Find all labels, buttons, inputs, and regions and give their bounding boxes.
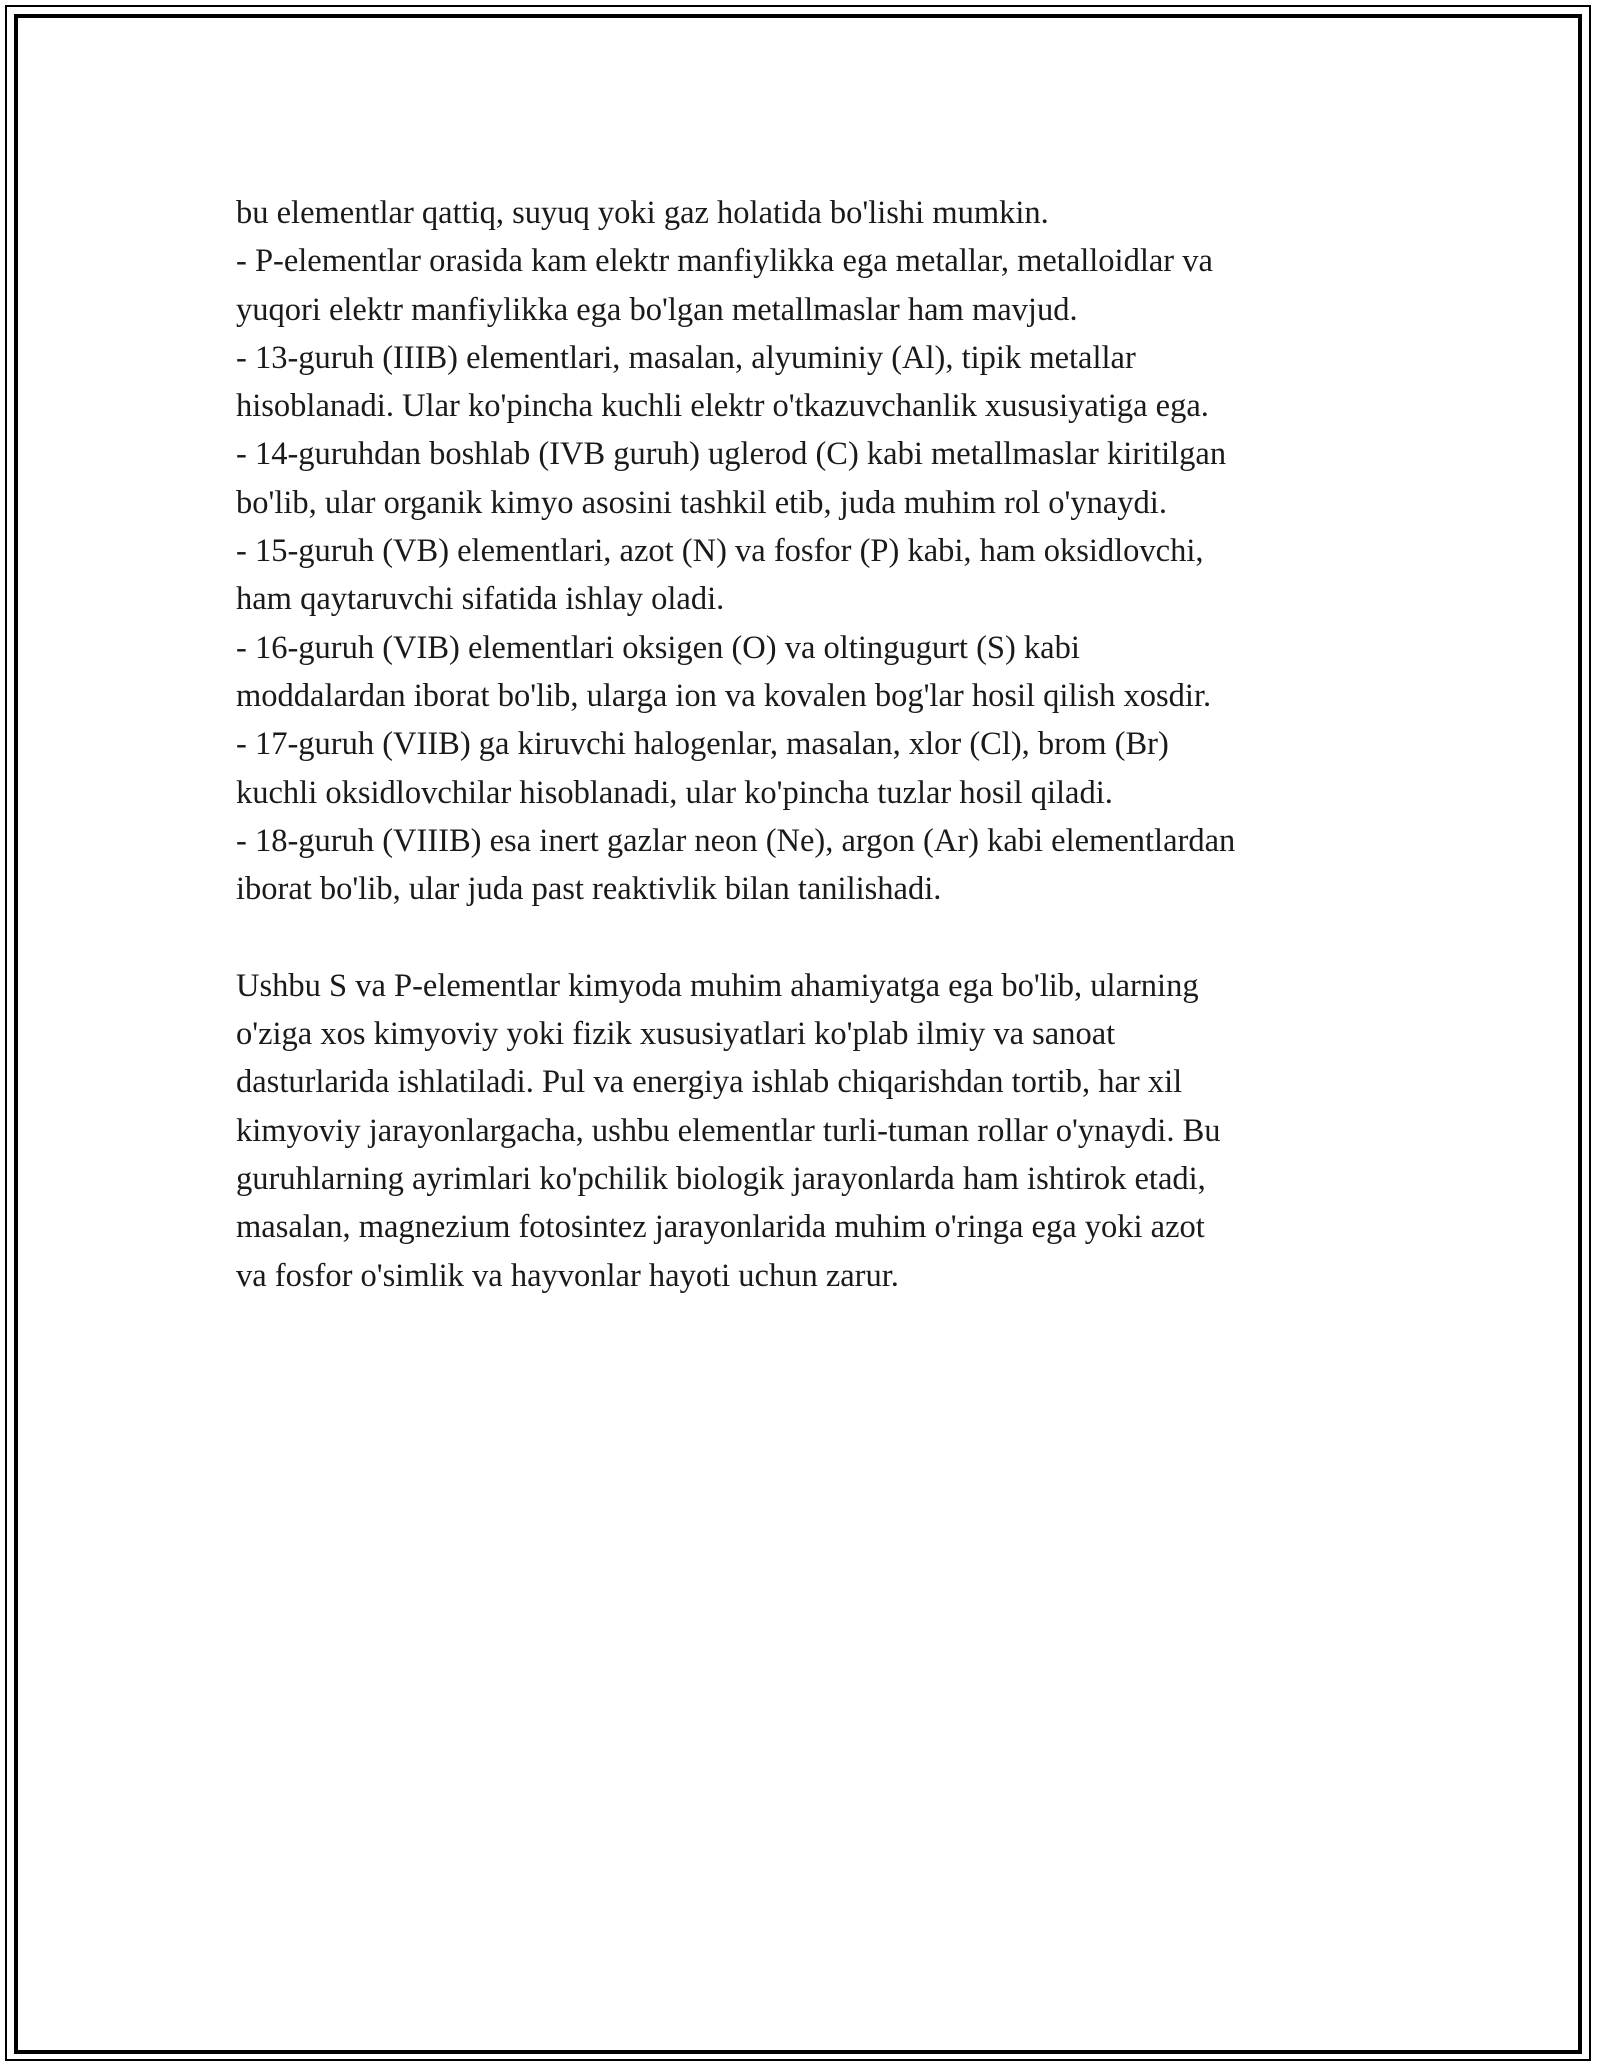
text-line: - 16-guruh (VIB) elementlari oksigen (O) va oltingugurt (S) kabi: [236, 629, 1080, 666]
paragraph-gap: [236, 913, 1376, 961]
text-line: - 15-guruh (VB) elementlari, azot (N) va fosfor (P) kabi, ham oksidlovchi,: [236, 533, 1204, 570]
text-line: hisoblanadi. Ular ko'pincha kuchli elektr o'tkazuvchanlik xususiyatiga ega.: [236, 388, 1209, 425]
text-line: bo'lib, ular organik kimyo asosini tashkil etib, juda muhim rol o'ynaydi.: [236, 484, 1167, 521]
text-line: - 17-guruh (VIIB) ga kiruvchi halogenlar, masalan, xlor (Cl), brom (Br): [236, 726, 1169, 763]
text-line: masalan, magnezium fotosintez jarayonlarida muhim o'ringa ega yoki azot: [236, 1209, 1205, 1246]
text-line: kimyoviy jarayonlargacha, ushbu elementlar turli-tuman rollar o'ynaydi. Bu: [236, 1112, 1221, 1149]
text-line: - 13-guruh (IIIB) elementlari, masalan, alyuminiy (Al), tipik metallar: [236, 339, 1136, 376]
text-line: - 18-guruh (VIIIB) esa inert gazlar neon (Ne), argon (Ar) kabi elementlardan: [236, 822, 1236, 859]
text-line: Ushbu S va P-elementlar kimyoda muhim ahamiyatga ega bo'lib, ularning: [236, 967, 1199, 1004]
text-line: - P-elementlar orasida kam elektr manfiylikka ega metallar, metalloidlar va: [236, 243, 1213, 280]
text-line: moddalardan iborat bo'lib, ularga ion va kovalen bog'lar hosil qilish xosdir.: [236, 677, 1212, 714]
text-line: dasturlarida ishlatiladi. Pul va energiya ishlab chiqarishdan tortib, har xil: [236, 1064, 1183, 1101]
text-line: guruhlarning ayrimlari ko'pchilik biologik jarayonlarda ham ishtirok etadi,: [236, 1160, 1206, 1197]
text-line: va fosfor o'simlik va hayvonlar hayoti uchun zarur.: [236, 1257, 899, 1294]
text-line: bu elementlar qattiq, suyuq yoki gaz holatida bo'lishi mumkin.: [236, 195, 1049, 231]
text-line: ham qaytaruvchi sifatida ishlay oladi.: [236, 581, 725, 618]
paragraph-summary: [236, 962, 1376, 1300]
document-body: [236, 189, 1376, 1300]
text-line: iborat bo'lib, ular juda past reaktivlik bilan tanilishadi.: [236, 871, 942, 908]
text-line: - 14-guruhdan boshlab (IVB guruh) uglerod (C) kabi metallmaslar kiritilgan: [236, 436, 1227, 473]
paragraph-list-items: [236, 189, 1376, 913]
text-line: kuchli oksidlovchilar hisoblanadi, ular ko'pincha tuzlar hosil qiladi.: [236, 774, 1113, 811]
text-line: yuqori elektr manfiylikka ega bo'lgan metallmaslar ham mavjud.: [236, 291, 1078, 328]
text-line: o'ziga xos kimyoviy yoki fizik xususiyatlari ko'plab ilmiy va sanoat: [236, 1016, 1116, 1053]
